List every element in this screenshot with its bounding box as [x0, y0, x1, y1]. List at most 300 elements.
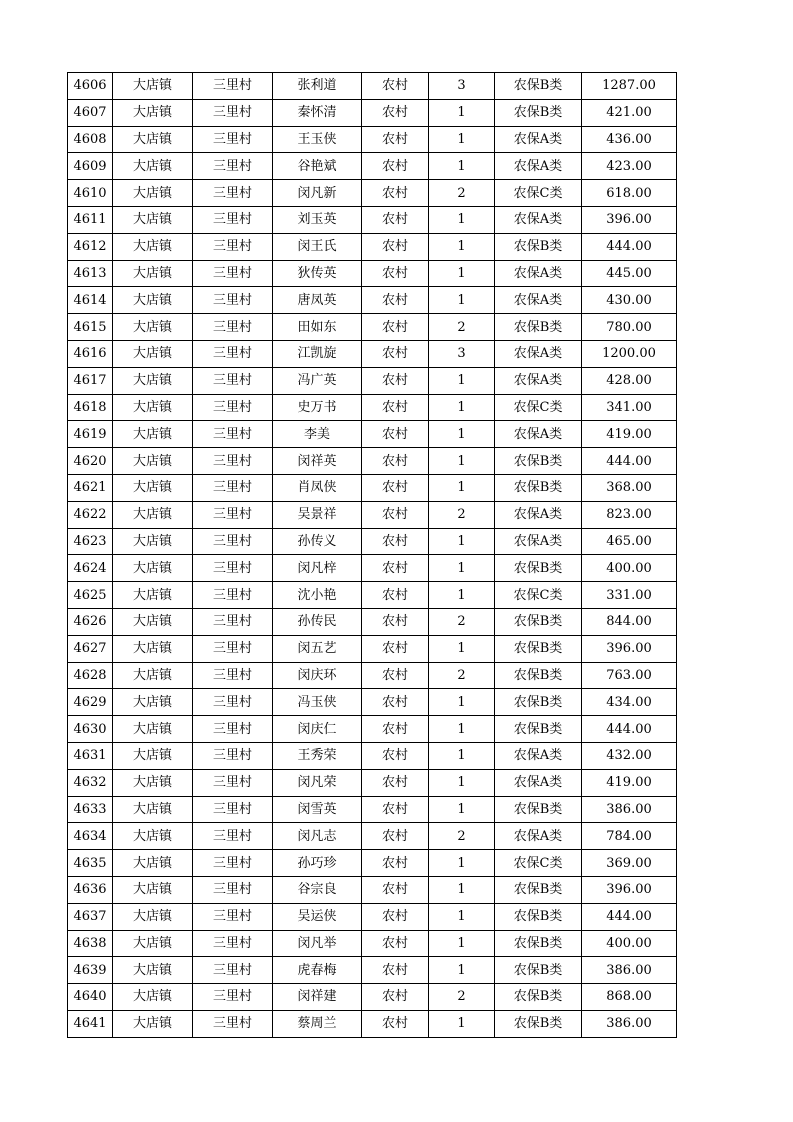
town-cell: 大店镇 — [113, 876, 193, 903]
area-cell: 农村 — [362, 555, 429, 582]
count-cell: 1 — [429, 153, 495, 180]
row-id-cell: 4625 — [68, 582, 113, 609]
name-cell: 唐凤英 — [273, 287, 362, 314]
area-cell: 农村 — [362, 635, 429, 662]
type-cell: 农保A类 — [495, 260, 582, 287]
town-cell: 大店镇 — [113, 716, 193, 743]
row-id-cell: 4623 — [68, 528, 113, 555]
count-cell: 1 — [429, 876, 495, 903]
village-cell: 三里村 — [193, 126, 273, 153]
name-cell: 吴景祥 — [273, 501, 362, 528]
amount-cell: 400.00 — [582, 930, 677, 957]
type-cell: 农保A类 — [495, 153, 582, 180]
amount-cell: 434.00 — [582, 689, 677, 716]
row-id-cell: 4626 — [68, 608, 113, 635]
name-cell: 闵雪英 — [273, 796, 362, 823]
table-row — [68, 474, 677, 501]
row-id-cell: 4624 — [68, 555, 113, 582]
area-cell: 农村 — [362, 930, 429, 957]
type-cell: 农保B类 — [495, 957, 582, 984]
row-id-cell: 4616 — [68, 340, 113, 367]
town-cell: 大店镇 — [113, 769, 193, 796]
type-cell: 农保B类 — [495, 314, 582, 341]
name-cell: 闵凡志 — [273, 823, 362, 850]
row-id-cell: 4606 — [68, 73, 113, 100]
area-cell: 农村 — [362, 474, 429, 501]
amount-cell: 432.00 — [582, 742, 677, 769]
amount-cell: 419.00 — [582, 421, 677, 448]
row-id-cell: 4629 — [68, 689, 113, 716]
town-cell: 大店镇 — [113, 340, 193, 367]
town-cell: 大店镇 — [113, 474, 193, 501]
count-cell: 2 — [429, 314, 495, 341]
table-row — [68, 957, 677, 984]
town-cell: 大店镇 — [113, 314, 193, 341]
count-cell: 1 — [429, 1010, 495, 1037]
count-cell: 1 — [429, 126, 495, 153]
town-cell: 大店镇 — [113, 582, 193, 609]
type-cell: 农保B类 — [495, 448, 582, 475]
table-row — [68, 314, 677, 341]
village-cell: 三里村 — [193, 582, 273, 609]
amount-cell: 444.00 — [582, 448, 677, 475]
table-row — [68, 180, 677, 207]
amount-cell: 445.00 — [582, 260, 677, 287]
count-cell: 1 — [429, 474, 495, 501]
row-id-cell: 4633 — [68, 796, 113, 823]
count-cell: 1 — [429, 394, 495, 421]
village-cell: 三里村 — [193, 367, 273, 394]
type-cell: 农保B类 — [495, 930, 582, 957]
table-row — [68, 233, 677, 260]
count-cell: 1 — [429, 555, 495, 582]
amount-cell: 436.00 — [582, 126, 677, 153]
village-cell: 三里村 — [193, 635, 273, 662]
village-cell: 三里村 — [193, 448, 273, 475]
count-cell: 2 — [429, 984, 495, 1011]
type-cell: 农保B类 — [495, 233, 582, 260]
name-cell: 冯广英 — [273, 367, 362, 394]
type-cell: 农保B类 — [495, 876, 582, 903]
row-id-cell: 4640 — [68, 984, 113, 1011]
area-cell: 农村 — [362, 126, 429, 153]
village-cell: 三里村 — [193, 608, 273, 635]
name-cell: 张利道 — [273, 73, 362, 100]
village-cell: 三里村 — [193, 99, 273, 126]
type-cell: 农保B类 — [495, 73, 582, 100]
count-cell: 1 — [429, 742, 495, 769]
name-cell: 虎春梅 — [273, 957, 362, 984]
type-cell: 农保A类 — [495, 528, 582, 555]
amount-cell: 823.00 — [582, 501, 677, 528]
table-row — [68, 689, 677, 716]
row-id-cell: 4637 — [68, 903, 113, 930]
table-row — [68, 287, 677, 314]
name-cell: 闵凡新 — [273, 180, 362, 207]
village-cell: 三里村 — [193, 742, 273, 769]
name-cell: 闵庆仁 — [273, 716, 362, 743]
area-cell: 农村 — [362, 662, 429, 689]
count-cell: 1 — [429, 421, 495, 448]
amount-cell: 618.00 — [582, 180, 677, 207]
type-cell: 农保B类 — [495, 716, 582, 743]
count-cell: 1 — [429, 367, 495, 394]
table-row — [68, 608, 677, 635]
count-cell: 1 — [429, 528, 495, 555]
type-cell: 农保A类 — [495, 367, 582, 394]
row-id-cell: 4631 — [68, 742, 113, 769]
amount-cell: 386.00 — [582, 1010, 677, 1037]
area-cell: 农村 — [362, 528, 429, 555]
type-cell: 农保B类 — [495, 99, 582, 126]
name-cell: 江凯旋 — [273, 340, 362, 367]
type-cell: 农保B类 — [495, 689, 582, 716]
name-cell: 闵祥英 — [273, 448, 362, 475]
type-cell: 农保C类 — [495, 850, 582, 877]
row-id-cell: 4607 — [68, 99, 113, 126]
area-cell: 农村 — [362, 903, 429, 930]
table-row — [68, 984, 677, 1011]
row-id-cell: 4641 — [68, 1010, 113, 1037]
row-id-cell: 4622 — [68, 501, 113, 528]
table-row — [68, 876, 677, 903]
village-cell: 三里村 — [193, 260, 273, 287]
table-row — [68, 99, 677, 126]
type-cell: 农保B类 — [495, 662, 582, 689]
name-cell: 闵凡举 — [273, 930, 362, 957]
area-cell: 农村 — [362, 314, 429, 341]
table-row — [68, 582, 677, 609]
village-cell: 三里村 — [193, 233, 273, 260]
row-id-cell: 4614 — [68, 287, 113, 314]
table-row — [68, 340, 677, 367]
amount-cell: 465.00 — [582, 528, 677, 555]
name-cell: 闵凡荣 — [273, 769, 362, 796]
village-cell: 三里村 — [193, 73, 273, 100]
type-cell: 农保C类 — [495, 394, 582, 421]
town-cell: 大店镇 — [113, 850, 193, 877]
table-row — [68, 1010, 677, 1037]
village-cell: 三里村 — [193, 876, 273, 903]
count-cell: 1 — [429, 796, 495, 823]
table-row — [68, 555, 677, 582]
town-cell: 大店镇 — [113, 367, 193, 394]
name-cell: 田如东 — [273, 314, 362, 341]
row-id-cell: 4619 — [68, 421, 113, 448]
area-cell: 农村 — [362, 608, 429, 635]
town-cell: 大店镇 — [113, 635, 193, 662]
area-cell: 农村 — [362, 716, 429, 743]
type-cell: 农保B类 — [495, 555, 582, 582]
amount-cell: 396.00 — [582, 635, 677, 662]
row-id-cell: 4611 — [68, 206, 113, 233]
type-cell: 农保B类 — [495, 635, 582, 662]
count-cell: 1 — [429, 448, 495, 475]
table-row — [68, 394, 677, 421]
area-cell: 农村 — [362, 394, 429, 421]
village-cell: 三里村 — [193, 689, 273, 716]
town-cell: 大店镇 — [113, 796, 193, 823]
table-row — [68, 421, 677, 448]
area-cell: 农村 — [362, 876, 429, 903]
name-cell: 肖凤侠 — [273, 474, 362, 501]
count-cell: 1 — [429, 930, 495, 957]
town-cell: 大店镇 — [113, 421, 193, 448]
row-id-cell: 4628 — [68, 662, 113, 689]
town-cell: 大店镇 — [113, 528, 193, 555]
name-cell: 谷艳斌 — [273, 153, 362, 180]
village-cell: 三里村 — [193, 528, 273, 555]
count-cell: 1 — [429, 716, 495, 743]
row-id-cell: 4636 — [68, 876, 113, 903]
row-id-cell: 4638 — [68, 930, 113, 957]
row-id-cell: 4635 — [68, 850, 113, 877]
amount-cell: 341.00 — [582, 394, 677, 421]
row-id-cell: 4608 — [68, 126, 113, 153]
town-cell: 大店镇 — [113, 903, 193, 930]
name-cell: 孙传民 — [273, 608, 362, 635]
table-row — [68, 930, 677, 957]
area-cell: 农村 — [362, 957, 429, 984]
village-cell: 三里村 — [193, 823, 273, 850]
table-row — [68, 153, 677, 180]
village-cell: 三里村 — [193, 769, 273, 796]
type-cell: 农保B类 — [495, 474, 582, 501]
row-id-cell: 4621 — [68, 474, 113, 501]
amount-cell: 419.00 — [582, 769, 677, 796]
type-cell: 农保B类 — [495, 903, 582, 930]
town-cell: 大店镇 — [113, 1010, 193, 1037]
town-cell: 大店镇 — [113, 448, 193, 475]
records-table — [67, 72, 677, 1038]
count-cell: 1 — [429, 903, 495, 930]
town-cell: 大店镇 — [113, 153, 193, 180]
row-id-cell: 4632 — [68, 769, 113, 796]
row-id-cell: 4610 — [68, 180, 113, 207]
table-row — [68, 501, 677, 528]
table-row — [68, 903, 677, 930]
village-cell: 三里村 — [193, 501, 273, 528]
count-cell: 1 — [429, 850, 495, 877]
village-cell: 三里村 — [193, 287, 273, 314]
area-cell: 农村 — [362, 823, 429, 850]
amount-cell: 400.00 — [582, 555, 677, 582]
amount-cell: 386.00 — [582, 957, 677, 984]
amount-cell: 421.00 — [582, 99, 677, 126]
village-cell: 三里村 — [193, 206, 273, 233]
amount-cell: 396.00 — [582, 206, 677, 233]
type-cell: 农保B类 — [495, 1010, 582, 1037]
count-cell: 1 — [429, 99, 495, 126]
area-cell: 农村 — [362, 233, 429, 260]
name-cell: 闵庆环 — [273, 662, 362, 689]
count-cell: 2 — [429, 180, 495, 207]
area-cell: 农村 — [362, 73, 429, 100]
amount-cell: 428.00 — [582, 367, 677, 394]
area-cell: 农村 — [362, 99, 429, 126]
area-cell: 农村 — [362, 180, 429, 207]
count-cell: 1 — [429, 206, 495, 233]
name-cell: 史万书 — [273, 394, 362, 421]
town-cell: 大店镇 — [113, 823, 193, 850]
name-cell: 秦怀清 — [273, 99, 362, 126]
town-cell: 大店镇 — [113, 287, 193, 314]
table-row — [68, 206, 677, 233]
type-cell: 农保A类 — [495, 126, 582, 153]
village-cell: 三里村 — [193, 903, 273, 930]
name-cell: 王玉侠 — [273, 126, 362, 153]
village-cell: 三里村 — [193, 555, 273, 582]
amount-cell: 444.00 — [582, 233, 677, 260]
name-cell: 孙巧珍 — [273, 850, 362, 877]
town-cell: 大店镇 — [113, 206, 193, 233]
table-row — [68, 850, 677, 877]
area-cell: 农村 — [362, 769, 429, 796]
amount-cell: 444.00 — [582, 903, 677, 930]
town-cell: 大店镇 — [113, 957, 193, 984]
table-row — [68, 448, 677, 475]
amount-cell: 763.00 — [582, 662, 677, 689]
table-row — [68, 260, 677, 287]
row-id-cell: 4613 — [68, 260, 113, 287]
row-id-cell: 4627 — [68, 635, 113, 662]
amount-cell: 331.00 — [582, 582, 677, 609]
village-cell: 三里村 — [193, 314, 273, 341]
row-id-cell: 4612 — [68, 233, 113, 260]
name-cell: 冯玉侠 — [273, 689, 362, 716]
town-cell: 大店镇 — [113, 662, 193, 689]
name-cell: 沈小艳 — [273, 582, 362, 609]
town-cell: 大店镇 — [113, 742, 193, 769]
count-cell: 1 — [429, 635, 495, 662]
count-cell: 1 — [429, 260, 495, 287]
amount-cell: 1200.00 — [582, 340, 677, 367]
count-cell: 2 — [429, 501, 495, 528]
area-cell: 农村 — [362, 367, 429, 394]
town-cell: 大店镇 — [113, 984, 193, 1011]
type-cell: 农保B类 — [495, 608, 582, 635]
village-cell: 三里村 — [193, 796, 273, 823]
name-cell: 闵祥建 — [273, 984, 362, 1011]
village-cell: 三里村 — [193, 394, 273, 421]
village-cell: 三里村 — [193, 153, 273, 180]
row-id-cell: 4620 — [68, 448, 113, 475]
count-cell: 3 — [429, 340, 495, 367]
count-cell: 1 — [429, 233, 495, 260]
count-cell: 1 — [429, 287, 495, 314]
type-cell: 农保A类 — [495, 421, 582, 448]
table-row — [68, 796, 677, 823]
amount-cell: 430.00 — [582, 287, 677, 314]
village-cell: 三里村 — [193, 180, 273, 207]
table-row — [68, 635, 677, 662]
count-cell: 1 — [429, 957, 495, 984]
table-row — [68, 823, 677, 850]
area-cell: 农村 — [362, 796, 429, 823]
town-cell: 大店镇 — [113, 555, 193, 582]
town-cell: 大店镇 — [113, 73, 193, 100]
amount-cell: 780.00 — [582, 314, 677, 341]
area-cell: 农村 — [362, 984, 429, 1011]
row-id-cell: 4615 — [68, 314, 113, 341]
amount-cell: 868.00 — [582, 984, 677, 1011]
type-cell: 农保A类 — [495, 287, 582, 314]
village-cell: 三里村 — [193, 421, 273, 448]
name-cell: 闵王氏 — [273, 233, 362, 260]
area-cell: 农村 — [362, 421, 429, 448]
town-cell: 大店镇 — [113, 608, 193, 635]
area-cell: 农村 — [362, 689, 429, 716]
area-cell: 农村 — [362, 153, 429, 180]
row-id-cell: 4634 — [68, 823, 113, 850]
table-row — [68, 662, 677, 689]
count-cell: 1 — [429, 582, 495, 609]
area-cell: 农村 — [362, 206, 429, 233]
town-cell: 大店镇 — [113, 260, 193, 287]
type-cell: 农保A类 — [495, 501, 582, 528]
area-cell: 农村 — [362, 287, 429, 314]
village-cell: 三里村 — [193, 340, 273, 367]
amount-cell: 396.00 — [582, 876, 677, 903]
row-id-cell: 4618 — [68, 394, 113, 421]
type-cell: 农保C类 — [495, 582, 582, 609]
table-row — [68, 126, 677, 153]
village-cell: 三里村 — [193, 850, 273, 877]
table-body — [68, 73, 677, 1038]
name-cell: 蔡周兰 — [273, 1010, 362, 1037]
town-cell: 大店镇 — [113, 689, 193, 716]
town-cell: 大店镇 — [113, 180, 193, 207]
table-row — [68, 367, 677, 394]
row-id-cell: 4609 — [68, 153, 113, 180]
town-cell: 大店镇 — [113, 126, 193, 153]
table-row — [68, 742, 677, 769]
area-cell: 农村 — [362, 340, 429, 367]
name-cell: 闵五艺 — [273, 635, 362, 662]
village-cell: 三里村 — [193, 716, 273, 743]
area-cell: 农村 — [362, 448, 429, 475]
area-cell: 农村 — [362, 582, 429, 609]
type-cell: 农保B类 — [495, 796, 582, 823]
count-cell: 3 — [429, 73, 495, 100]
area-cell: 农村 — [362, 742, 429, 769]
table-row — [68, 716, 677, 743]
row-id-cell: 4639 — [68, 957, 113, 984]
amount-cell: 386.00 — [582, 796, 677, 823]
table-row — [68, 769, 677, 796]
type-cell: 农保C类 — [495, 180, 582, 207]
village-cell: 三里村 — [193, 474, 273, 501]
count-cell: 2 — [429, 608, 495, 635]
amount-cell: 1287.00 — [582, 73, 677, 100]
area-cell: 农村 — [362, 1010, 429, 1037]
count-cell: 2 — [429, 662, 495, 689]
area-cell: 农村 — [362, 850, 429, 877]
type-cell: 农保A类 — [495, 206, 582, 233]
type-cell: 农保A类 — [495, 742, 582, 769]
village-cell: 三里村 — [193, 930, 273, 957]
town-cell: 大店镇 — [113, 394, 193, 421]
row-id-cell: 4617 — [68, 367, 113, 394]
village-cell: 三里村 — [193, 1010, 273, 1037]
type-cell: 农保A类 — [495, 340, 582, 367]
name-cell: 闵凡梓 — [273, 555, 362, 582]
amount-cell: 368.00 — [582, 474, 677, 501]
name-cell: 李美 — [273, 421, 362, 448]
name-cell: 王秀荣 — [273, 742, 362, 769]
name-cell: 刘玉英 — [273, 206, 362, 233]
count-cell: 1 — [429, 689, 495, 716]
